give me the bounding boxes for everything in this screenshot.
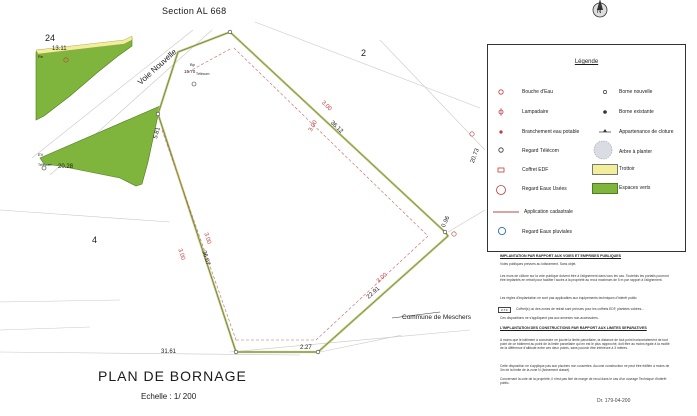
notes-distance-limite: A moins que le bâtiment à construire ne jouxte la limite parcellaire, la distance de tout point horizontalement de tout point de ce bâtiment au point de la limite parcellaire qui en est le plus rapproché, doit être au moins égale à la moitié de la différence d'altitude entre ces deux points, sans pouvoir être inférieure à 3 mètres. xyxy=(500,338,670,351)
notes-voies-publiques: Voies publiques prévues au lotissement. Sans objet. xyxy=(500,262,577,266)
wastewater-manhole-icon xyxy=(470,132,474,136)
green-space-mid-left xyxy=(40,106,160,186)
green-space-swatch xyxy=(592,183,618,194)
telecom-manhole-icon xyxy=(496,145,506,155)
plan-title: PLAN DE BORNAGE xyxy=(98,368,247,384)
dimension-3-00-right: 3.00 xyxy=(376,272,389,285)
legend-label-regard-telecom: Regard Télécom xyxy=(522,148,559,154)
legend-label-cadastrale: Application cadastrale xyxy=(524,209,573,215)
new-marker-icon xyxy=(600,87,610,97)
notes-boxed-code: Z.T.F. xyxy=(498,307,511,313)
legend-label-cloture: Appartenance de cloture xyxy=(619,129,674,135)
svg-text:N: N xyxy=(597,9,602,15)
parcel-inner-line xyxy=(158,32,448,352)
legend-label-trottoir: Trottoir xyxy=(619,166,635,172)
document-reference: Dr. 179-04-200 xyxy=(597,398,631,404)
dimension-3-00-left: 3.00 xyxy=(202,232,212,245)
dimension-3-00-upper: 3.00 xyxy=(319,100,333,113)
marker-s xyxy=(316,350,320,354)
dimension-36-07: 36.07 xyxy=(200,250,211,267)
legend-label-arbre: Arbre à planter xyxy=(619,149,653,155)
dimension-3-00-left-outer: 3.00 xyxy=(176,248,186,261)
dimension-31-61: 31.61 xyxy=(161,349,177,355)
marker-sw xyxy=(234,350,238,354)
legend-label-branchement: Branchement eau potable xyxy=(522,129,580,135)
legend-title: Légende xyxy=(574,59,599,65)
legend-panel xyxy=(487,44,686,252)
streetlight-icon xyxy=(496,107,506,117)
marker-e xyxy=(443,230,447,234)
tree-icon xyxy=(592,139,614,161)
notes-ouvrage-technique: Concernant la cote de la propriété, il n'est pas fixé de marge de recul dans le cas d'un ouvrage Technique d'intérêt public. xyxy=(500,377,667,386)
notes-coffrets: Coffret(s) où des zones de retrait sont prévues pour les coffrets EDF, plantées cobées... xyxy=(516,307,644,311)
marker-ne xyxy=(228,30,232,34)
lot-number-2: 2 xyxy=(361,48,367,58)
notes-piscines: Cette disposition ne s'applique pas aux piscines non couvertes. Aucune construction ne peut être édifiée à moins de 3m de la limite de la zone N (boisement classé). xyxy=(500,364,670,373)
legend-label-eaux-pluviales: Regard Eaux pluviales xyxy=(522,229,573,235)
legend-label-espaces-verts: Espaces verts xyxy=(619,185,651,191)
dimension-22-91: 22.91 xyxy=(366,285,382,301)
existing-marker-icon xyxy=(600,107,610,117)
label-ev: EV xyxy=(38,152,44,157)
parcel-outline xyxy=(158,32,448,352)
legend-label-eaux-usees: Regard Eaux Usées xyxy=(522,186,567,192)
dimension-15-70: 15.70 xyxy=(184,69,196,74)
notes-heading-limites: L'IMPLANTATION DES CONSTRUCTIONS PAR RAPPORT AUX LIMITES SEPARATIVES xyxy=(500,326,647,330)
dimension-20-28: 20.28 xyxy=(58,164,74,170)
notes-heading-voies: IMPLANTATION PAR RAPPORT AUX VOIES ET EMPRISES PUBLIQUES xyxy=(500,254,622,258)
section-label: Section AL 668 xyxy=(162,6,227,16)
fence-ownership-icon xyxy=(598,127,612,137)
label-telecom-top: Télécom xyxy=(196,72,210,76)
wastewater-manhole-icon xyxy=(452,232,456,236)
dimension-3-00-top: 3.00 xyxy=(308,119,319,133)
legend-label-bouche-eau: Bouche d'Eau xyxy=(522,89,553,95)
lot-number-4: 4 xyxy=(92,235,98,245)
rainwater-manhole-icon xyxy=(496,225,508,237)
road-commune-de-meschers: Commune de Meschers xyxy=(402,314,471,321)
dimension-2-27: 2.27 xyxy=(300,345,312,351)
dimension-5-81: 5.81 xyxy=(153,126,162,140)
notes-murs-cloture: Les murs de clôture sur la voie publique doivent être à l'alignement dans tous les cas. Toutefois les portails pourront être implantés en retrait pour faciliter l'accès à la propriété au recul maximum de 5 m par rapport à l'alignement. xyxy=(500,274,669,283)
cadastral-line-icon xyxy=(492,207,520,217)
dimension-0-96: 0.96 xyxy=(441,215,452,229)
north-arrow-icon xyxy=(593,0,607,17)
marker-w xyxy=(156,112,160,116)
notes-annexes: Ces dispositions ne s'appliquent pas aux annexes non-accessoires. xyxy=(500,316,599,320)
legend-label-coffret-edf: Coffret EDF xyxy=(522,167,549,173)
lot-number-24: 24 xyxy=(45,33,56,43)
legend-label-borne-existante: Borne existante xyxy=(619,109,654,115)
legend-label-borne-nouvelle: Borne nouvelle xyxy=(619,89,653,95)
dimension-36-12: 36.12 xyxy=(328,120,344,135)
edf-box-icon xyxy=(496,165,506,175)
notes-equipements: Les règles d'implantation ne sont pas applicables aux équipements techniques d'intérêt public xyxy=(500,296,637,300)
label-telecom-left: Télécom xyxy=(38,163,52,167)
dimension-20-73: 20.73 xyxy=(470,147,481,165)
label-re: Re xyxy=(38,54,44,59)
plan-scale: Echelle : 1/ 200 xyxy=(141,392,197,401)
water-connection-icon xyxy=(496,127,506,137)
legend-label-lampadaire: Lampadaire xyxy=(522,109,549,115)
sidewalk-swatch xyxy=(592,164,618,175)
label-bp: Bp xyxy=(190,62,195,67)
telecom-manhole-icon xyxy=(192,82,196,86)
regulation-notes xyxy=(486,252,682,392)
hydrant-icon xyxy=(496,87,506,97)
wastewater-manhole-icon xyxy=(494,183,508,197)
dimension-13-11: 13.11 xyxy=(52,46,67,52)
road-voie-nouvelle: Voie Nouvelle xyxy=(136,47,179,87)
